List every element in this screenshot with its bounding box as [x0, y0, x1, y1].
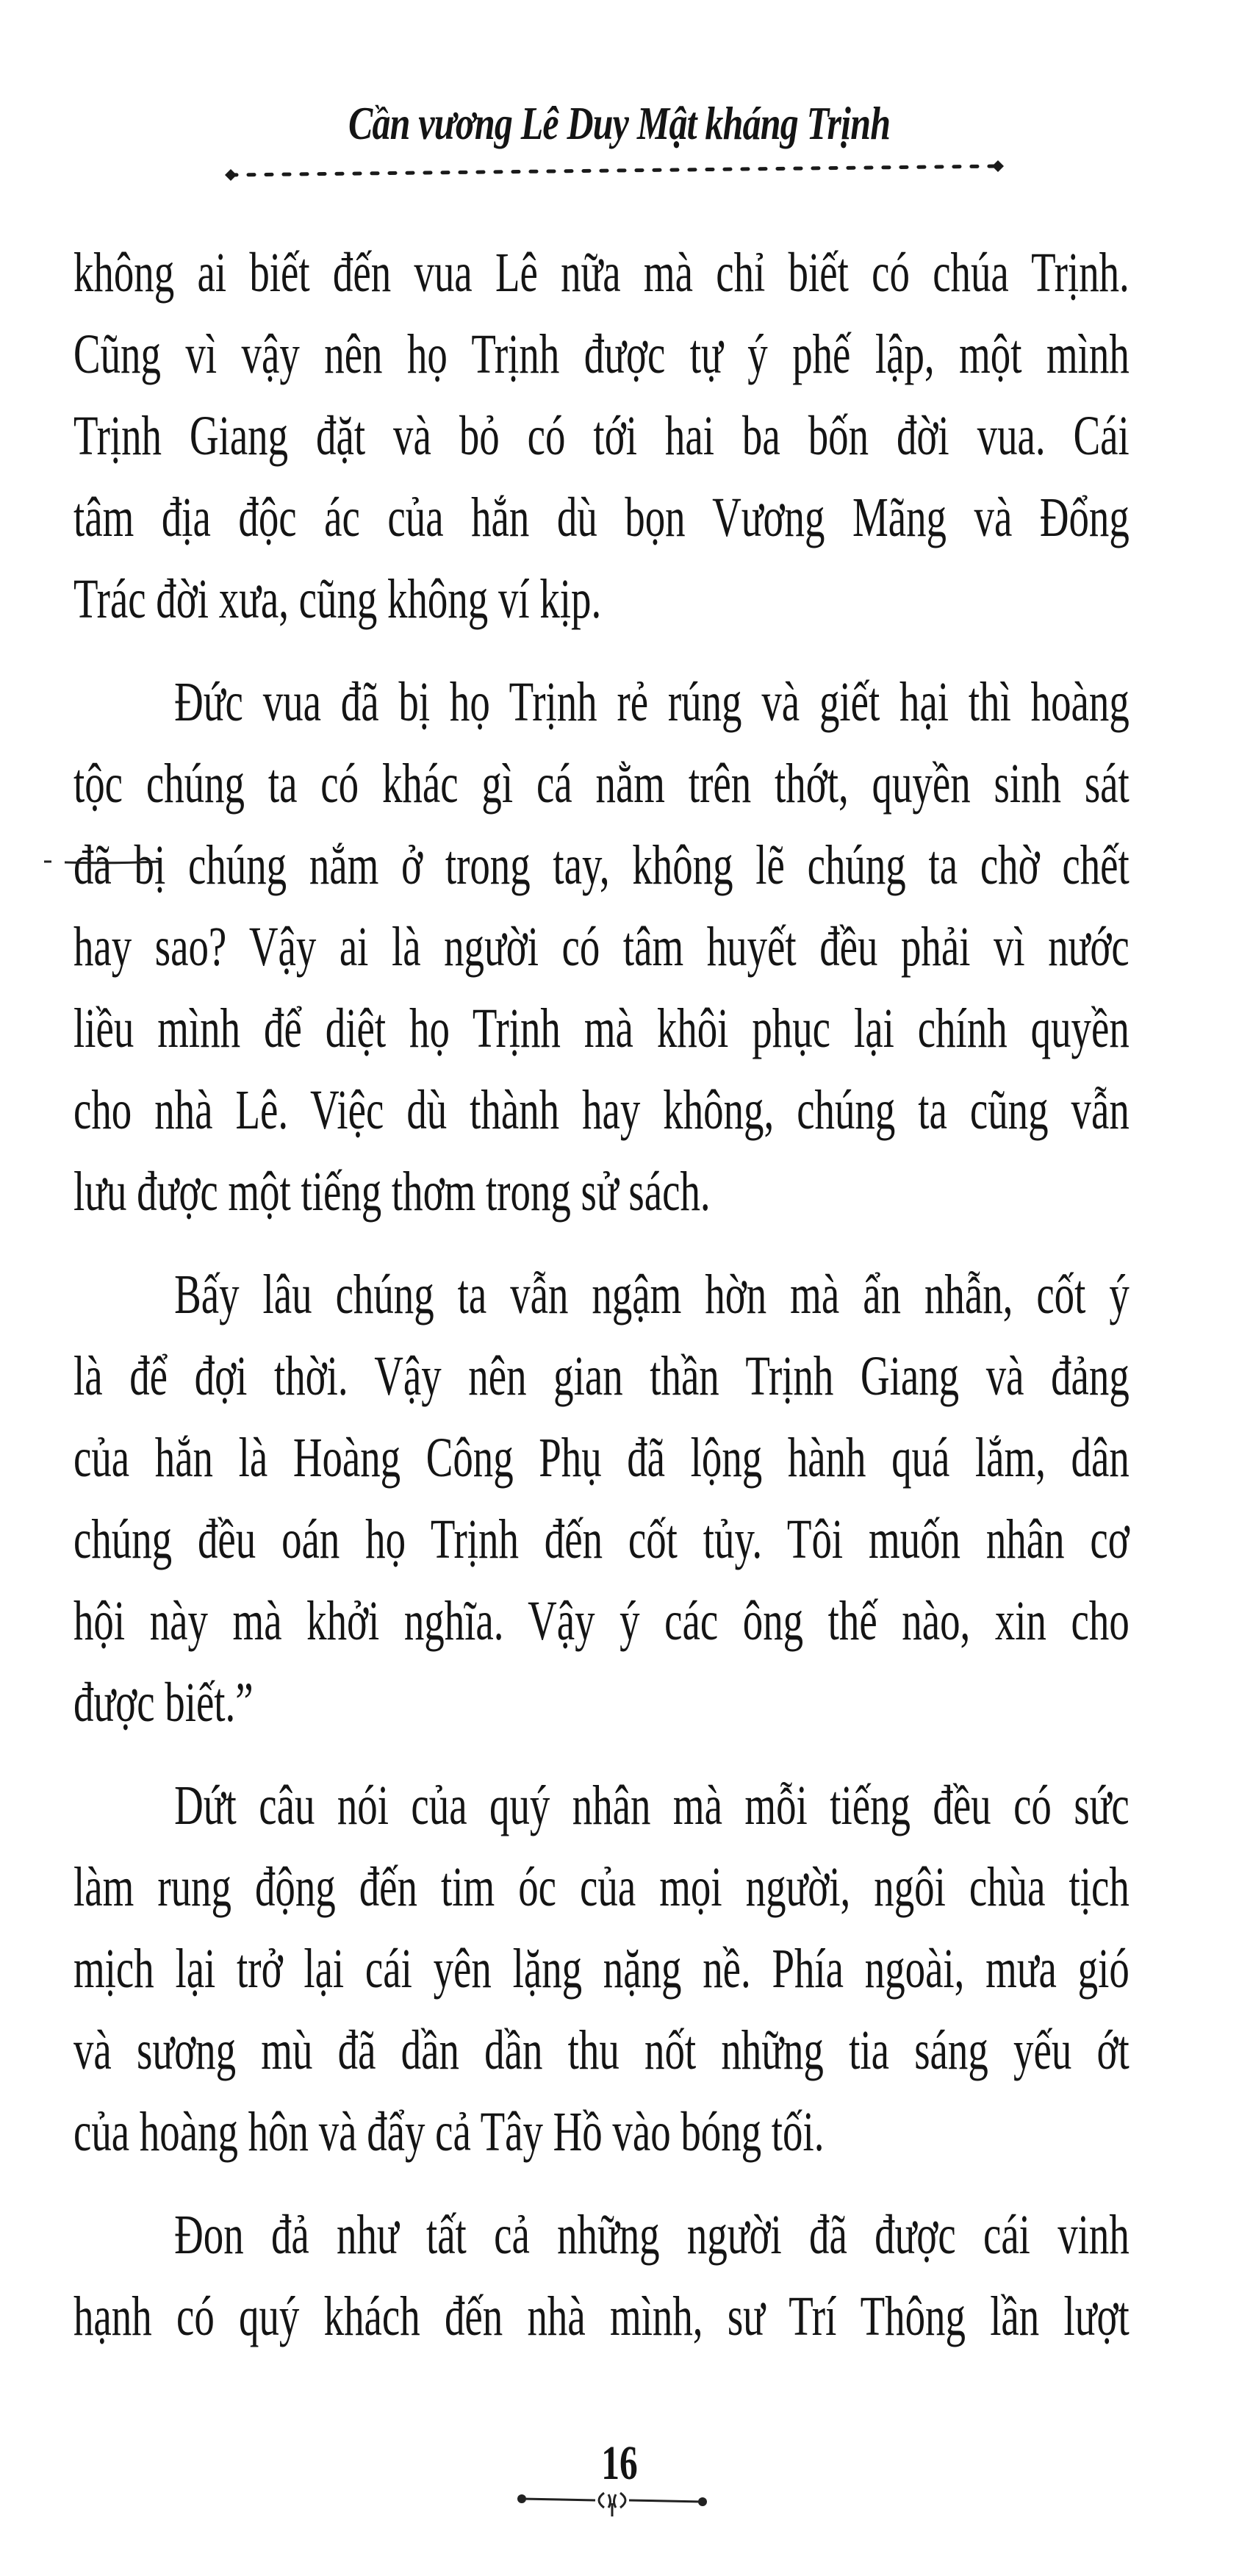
text-line: Cũng vì vậy nên họ Trịnh được tự ý phế lập, một mình [73, 323, 1130, 385]
text-line: chúng đều oán họ Trịnh đến cốt tủy. Tôi muốn nhân cơ [73, 1509, 1130, 1570]
running-title: Cần vương Lê Duy Mật kháng Trịnh [348, 97, 891, 149]
text-line: được biết.” [73, 1672, 254, 1734]
text-line: mịch lại trở lại cái yên lặng nặng nề. Phía ngoài, mưa gió [73, 1938, 1130, 2000]
text-line: của hắn là Hoàng Công Phụ đã lộng hành quá lắm, dân [73, 1427, 1130, 1489]
text-line: Trịnh Giang đặt và bỏ có tới hai ba bốn đời vua. Cái [73, 405, 1130, 467]
paragraph [73, 2194, 1130, 2358]
text-line: lưu được một tiếng thơm trong sử sách. [73, 1161, 711, 1223]
text-line: hội này mà khởi nghĩa. Vậy ý các ông thế nào, xin cho [73, 1590, 1130, 1652]
text-line: cho nhà Lê. Việc dù thành hay không, chúng ta cũng vẫn [73, 1079, 1130, 1141]
text-line: của hoàng hôn và đẩy cả Tây Hồ vào bóng tối. [73, 2101, 825, 2163]
text-line: không ai biết đến vua Lê nữa mà chỉ biết có chúa Trịnh. [73, 242, 1130, 304]
text-line: Trác đời xưa, cũng không ví kịp. [73, 568, 602, 630]
text-line: và sương mù đã dần dần thu nốt những tia sáng yếu ớt [73, 2019, 1130, 2081]
text-line: liều mình để diệt họ Trịnh mà khôi phục lại chính quyền [73, 998, 1130, 1059]
text-line: Đức vua đã bị họ Trịnh rẻ rúng và giết hại thì hoàng [174, 671, 1130, 733]
dotted-rule-ornament [220, 156, 1008, 185]
paragraph [73, 1765, 1130, 2173]
text-line: Dứt câu nói của quý nhân mà mỗi tiếng đều có sức [174, 1775, 1130, 1836]
paragraph [73, 1254, 1130, 1744]
body-text [73, 232, 1130, 2358]
page-ornament-icon [514, 2489, 710, 2518]
paragraph [73, 232, 1130, 640]
text-line: làm rung động đến tim óc của mọi người, ngôi chùa tịch [73, 1856, 1130, 1918]
running-head [0, 94, 1239, 153]
pen-underline-mark [43, 853, 160, 867]
dotted-rule [225, 160, 1004, 181]
page-number-text: 16 [601, 2436, 638, 2490]
text-line: tộc chúng ta có khác gì cá nằm trên thớt, quyền sinh sát [73, 753, 1130, 815]
text-line: hạnh có quý khách đến nhà mình, sư Trí Thông lần lượt [73, 2286, 1130, 2347]
text-line: tâm địa độc ác của hắn dù bọn Vương Mãng và Đổng [73, 487, 1130, 548]
text-line: hay sao? Vậy ai là người có tâm huyết đều phải vì nước [73, 916, 1130, 978]
text-line: Đon đả như tất cả những người đã được cái vinh [174, 2204, 1130, 2266]
text-line: đã bị chúng nắm ở trong tay, không lẽ chúng ta chờ chết [73, 834, 1130, 896]
page-number [0, 2436, 1239, 2490]
text-line: Bấy lâu chúng ta vẫn ngậm hờn mà ẩn nhẫn, cốt ý [174, 1264, 1130, 1325]
text-line: là để đợi thời. Vậy nên gian thần Trịnh Giang và đảng [73, 1345, 1130, 1407]
paragraph [73, 662, 1130, 1233]
